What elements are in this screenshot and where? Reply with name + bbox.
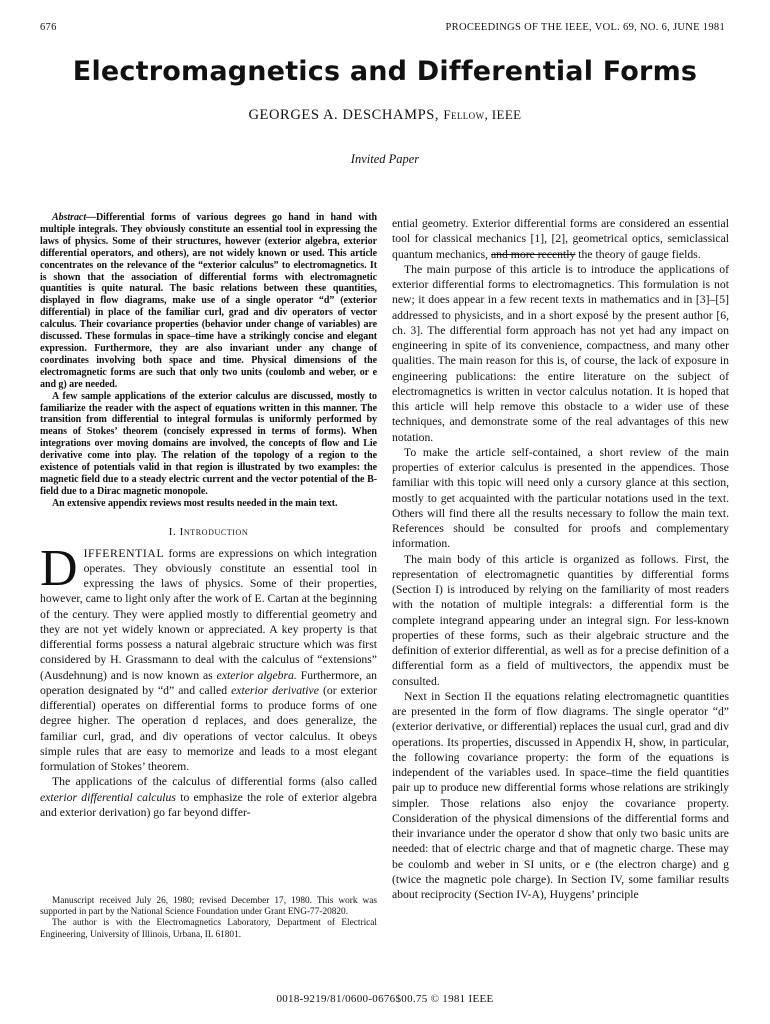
abstract-paragraph-2: A few sample applications of the exterior calculus are discussed, mostly to familiarize the reader with the aspect of equations written in this manner. The transition from differential to integral formulas is uniformly performed by means of Stokes’ theorem (concisely expressed in terms of forms). When integrations over moving domains are involved, the concepts of flow and Lie derivative come into play. The relation of the topology of a region to the existence of potentials valid in that region is illustrated by two examples: the magnetic field due to a steady electric current and the vector potential of the B-field due to a Dirac magnetic monopole. <box>40 390 377 497</box>
intro-paragraph-2 <box>40 774 377 820</box>
intro-paragraph-1 <box>40 539 378 775</box>
introduction-body <box>40 539 378 821</box>
intro-text-e: to emphasize the role of exterior algebra and exterior derivation) go far beyond differ- <box>40 790 377 819</box>
struck-text: and more recently <box>491 247 576 261</box>
right-paragraph-3: The main body of this article is organized as follows. First, the representation of electromagnetic quantities by differential forms (Section I) is introduced by relying on the familiarity of most readers with the notation of multiple integrals: a differential form is the complete integrand appearing under an integral sign. For less-known properties of these forms, such as their algebraic structure and the definition of exterior differential, as well as for a precise definition of a differential form as a field of multivectors, the appendix must be consulted. <box>392 552 729 688</box>
article-title: Electromagnetics and Differential Forms <box>72 56 698 87</box>
author-line <box>0 107 770 124</box>
copyright-line: 0018-9219/81/0600-0676$00.75 © 1981 IEEE <box>276 993 494 1005</box>
drop-cap: D <box>40 539 78 597</box>
right-paragraph-1: The main purpose of this article is to introduce the applications of exterior differential forms to electromagnetics. This formulation is not new; it does appear in a few recent texts in mathematics and in [3]–[5] addressed to physicists, and in a short exposé by the present author [6, ch. 3]. The differential form approach has not yet had any impact on engineering in spite of its convenience, compactness, and many other qualities. The main reason for this is, of course, the lack of exposure in engineering publications: the entire literature on the subject of electromagnetics is written in vector calculus notation. It is hoped that this article will help remove this obstacle to a wider use of these techniques, and demonstrate some of the real advantages of this new notation. <box>392 262 729 444</box>
running-head <box>40 22 725 36</box>
intro-emphasis-1: exterior algebra. <box>216 668 297 682</box>
right-text-0-end: the theory of gauge fields. <box>578 247 701 261</box>
section-title: Introduction <box>179 525 249 538</box>
footnote <box>40 896 377 941</box>
author-affiliation: Fellow, IEEE <box>443 107 522 122</box>
intro-text-a: forms are expressions on which integration operates. They obviously constitute an essential tool in expressing the laws of physics. Some of their properties, however, came to light only after the work of E. Cartan at the beginning of the century. They were applied mostly to differential geometry and they are not yet widely known or appreciated. A key property is that differential forms possess a natural algebraic structure which was first considered by H. Grassmann to deal with the calculus of “extensions” (Ausdehnung) and is now known as <box>40 546 377 682</box>
abstract-text-1: —Differential forms of various degrees go hand in hand with multiple integrals. They obviously constitute an essential tool in expressing the laws of physics. Some of their structures, however (exterior algebra, exterior differential operators, and others), are not widely known or used. This article concentrates on the relevance of the “exterior calculus” to electromagnetics. It is shown that the association of differential forms with electromagnetic quantities is quite natural. The basic relations between these quantities, displayed in flow diagrams, make use of a single operator “d” (exterior differential) in place of the familiar curl, grad and div operators of vector calculus. Their covariance properties (behavior under change of variables) are discussed. These formulas in space–time have a strikingly concise and elegant expression. Furthermore, they are also invariant under any change of coordinates involving both space and time. Physical dimensions of the electromagnetic forms are such that only two units (coulomb and weber, or e and g) are needed. <box>40 212 377 390</box>
right-paragraph-4: Next in Section II the equations relating electromagnetic quantities are presented in the form of flow diagrams. The single operator “d” (exterior derivative, or differential) replaces the usual curl, grad and div operations. Its properties, discussed in Appendix H, show, in particular, the following covariance property: the form of the equations is independent of the variables used. In space–time the field quantities pair up to produce new differential forms whose relations are strikingly simpler. Those relations also enjoy the covariance property. Consideration of the physical dimensions of the differential forms and their invariance under the operator d show that only two basic units are needed: that of electric charge and that of magnetic charge. These may be coulomb and weber in SI units, or e (the electron charge) and g (twice the magnetic pole charge). In Section IV, some familiar results about reciprocity (Section IV-A), Huygens’ principle <box>392 689 729 901</box>
intro-emphasis-2: exterior derivative <box>231 683 319 697</box>
right-paragraph-2: To make the article self-contained, a short review of the main properties of exterior calculus is presented in the appendices. Those familiar with this topic will need only a cursory glance at this section, mostly to get acquainted with the particular notations used in the text. Others will find there all the results necessary to follow the main text. References should be consulted for proofs and complementary information. <box>392 445 729 551</box>
intro-emphasis-3: exterior differential calculus <box>40 790 176 804</box>
section-number: I. <box>168 525 177 538</box>
intro-text-b: Furthermore, an operation designated by “d” and called <box>40 668 378 697</box>
intro-lead-word: IFFERENTIAL <box>83 546 165 560</box>
footnote-author: The author is with the Electromagnetics Laboratory, Department of Electrical Engineering, University of Illinois, Urbana, IL 61801. <box>40 918 377 940</box>
intro-text-d: The applications of the calculus of differential forms (also called <box>52 775 377 789</box>
right-text-0: ential geometry. Exterior differential forms are considered an essential tool for classical mechanics [1], [2], geometrical optics, semiclassical quantum mechanics, <box>392 217 729 261</box>
abstract-paragraph-3: An extensive appendix reviews most results needed in the main text. <box>52 497 338 509</box>
intro-text-c: (or exterior differential) operates on differential forms to produce forms of one degree higher. The operation d replaces, and does generalize, the familiar curl, grad, and div operations of vector calculus. It obeys simple rules that are easy to memorize and leads to a most elegant formulation of Stokes’ theorem. <box>40 683 377 774</box>
author-name: GEORGES A. DESCHAMPS, <box>248 107 440 123</box>
paper-type-label: Invited Paper <box>350 152 420 166</box>
right-paragraph-0 <box>392 216 729 262</box>
left-column <box>40 212 377 820</box>
footnote-manuscript: Manuscript received July 26, 1980; revised December 17, 1980. This work was supported in part by the National Science Foundation under Grant ENG-77-20820. <box>40 896 377 918</box>
page-number: 676 <box>40 22 57 33</box>
journal-citation: PROCEEDINGS OF THE IEEE, VOL. 69, NO. 6, JUNE 1981 <box>445 22 725 33</box>
abstract <box>40 212 377 510</box>
abstract-paragraph-1 <box>40 212 377 391</box>
section-heading <box>40 526 377 538</box>
right-column <box>392 216 729 902</box>
abstract-label: Abstract <box>52 212 87 223</box>
